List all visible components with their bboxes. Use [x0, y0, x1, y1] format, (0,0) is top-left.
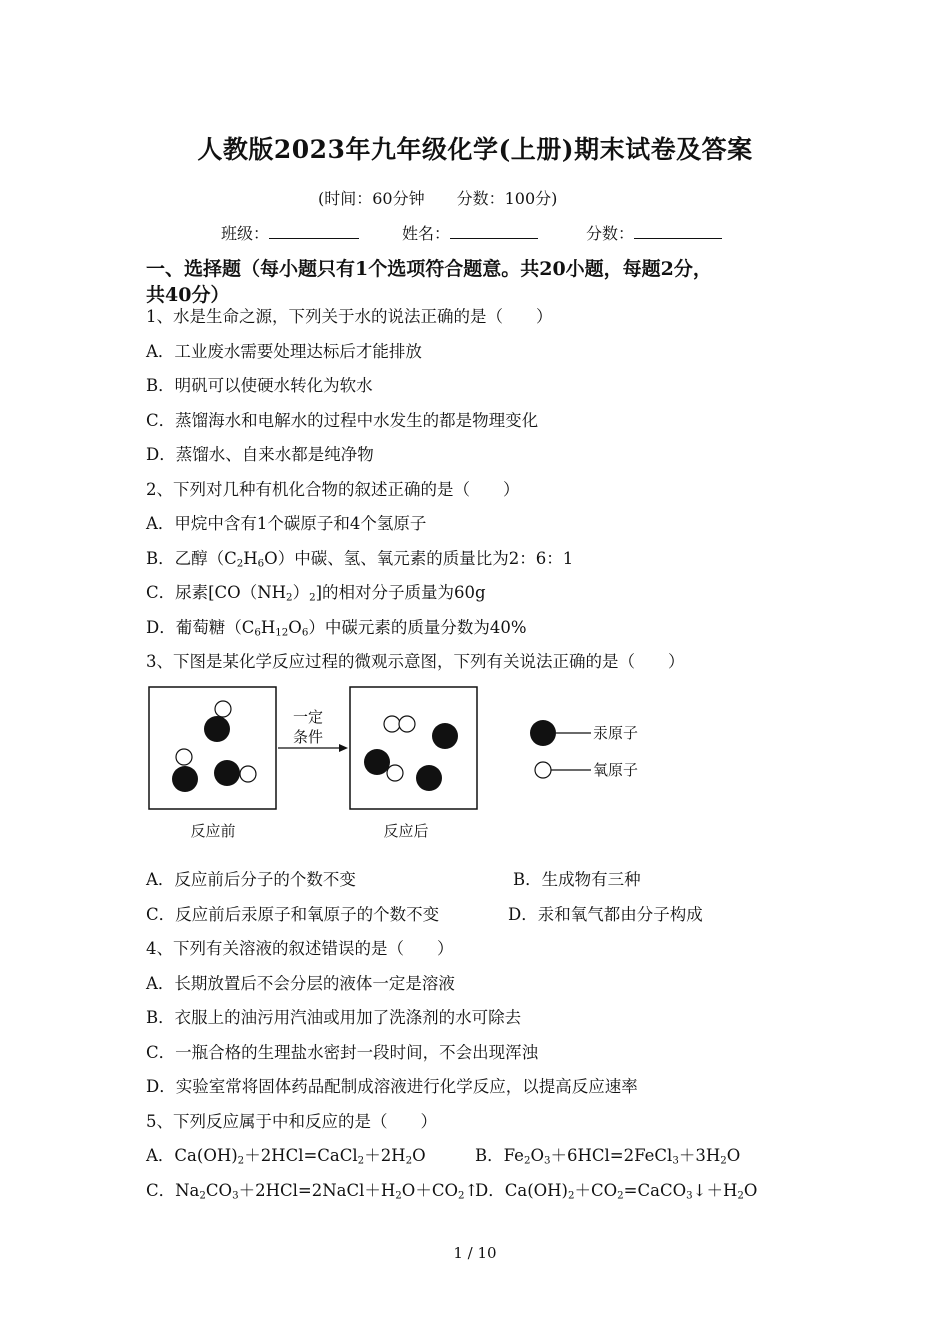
q2-option-d: D．葡萄糖$(C_6H_{12}O_6)$中碳元素的质量分数为40%: [146, 618, 527, 639]
before-box: [149, 687, 276, 809]
mercury-atom: [416, 765, 442, 791]
arrow-head: [339, 744, 348, 752]
oxygen-atom: [215, 701, 231, 717]
q4-option-c: C．一瓶合格的生理盐水密封一段时间，不会出现浑浊: [146, 1043, 539, 1062]
q3-option-c: C．反应前后汞原子和氧原子的个数不变: [146, 905, 440, 924]
exam-info: (时间：60分钟 分数：100分): [318, 189, 558, 208]
oxygen-atom: [387, 765, 403, 781]
score-blank: [634, 224, 722, 239]
page-number: 1 / 10: [453, 1244, 497, 1262]
q5-option-b: B．$Fe_2O_3+6HCl=2FeCl_3+3H_2O$: [475, 1146, 741, 1167]
section-title-line2: 共40分）: [146, 284, 230, 306]
q1-option-a: A．工业废水需要处理达标后才能排放: [146, 342, 422, 361]
score-field: [586, 221, 722, 244]
class-blank: [269, 224, 359, 239]
q5-stem: 5、下列反应属于中和反应的是（ ）: [146, 1112, 437, 1131]
mercury-atom: [364, 749, 390, 775]
name-field: [402, 221, 538, 244]
q3-option-b: B．生成物有三种: [513, 870, 641, 889]
page-title: 人教版2023年九年级化学(上册)期末试卷及答案: [197, 135, 753, 164]
after-box: [350, 687, 477, 809]
mercury-atom: [204, 716, 230, 742]
mercury-atom: [172, 766, 198, 792]
arrow-label-2: 条件: [292, 728, 324, 746]
label-after: 反应后: [383, 822, 429, 840]
q2-option-b: B．乙醇$(C_2H_6O)$中碳、氢、氧元素的质量比为2：6：1: [146, 549, 574, 570]
score-label: 分数：: [586, 224, 635, 243]
q5-option-c: C．$Na_2CO_3+2HCl=2NaCl+H_2O+CO_2↑$: [146, 1181, 479, 1202]
arrow-label-1: 一定: [292, 708, 324, 726]
legend-oxygen-symbol: [535, 762, 551, 778]
section-title-line1: 一、选择题（每小题只有1个选项符合题意。共20小题，每题2分，: [146, 258, 712, 280]
class-field: [221, 221, 359, 244]
q4-stem: 4、下列有关溶液的叙述错误的是（ ）: [146, 939, 454, 958]
mercury-atom: [214, 760, 240, 786]
q1-option-b: B．明矾可以使硬水转化为软水: [146, 376, 373, 395]
q3-option-a: A．反应前后分子的个数不变: [146, 870, 356, 889]
legend-oxygen-label: 氧原子: [593, 761, 639, 779]
q5-option-d: D．$Ca(OH)_2+CO_2=CaCO_3↓+H_2O$: [475, 1181, 758, 1202]
oxygen-atom: [384, 716, 400, 732]
name-blank: [450, 224, 538, 239]
legend-mercury-symbol: [530, 720, 556, 746]
oxygen-atom: [399, 716, 415, 732]
q1-stem: 1、水是生命之源，下列关于水的说法正确的是（ ）: [146, 307, 553, 326]
q2-option-a: A．甲烷中含有1个碳原子和4个氢原子: [146, 514, 427, 533]
q3-option-d: D．汞和氧气都由分子构成: [508, 905, 703, 924]
q5-option-a: A．$Ca(OH)_2+2HCl=CaCl_2+2H_2O$: [146, 1146, 426, 1167]
q1-option-c: C．蒸馏海水和电解水的过程中水发生的都是物理变化: [146, 411, 539, 430]
oxygen-atom: [240, 766, 256, 782]
mercury-atom: [432, 723, 458, 749]
q4-option-b: B．衣服上的油污用汽油或用加了洗涤剂的水可除去: [146, 1008, 522, 1027]
legend-mercury-label: 汞原子: [593, 724, 639, 742]
q4-option-a: A．长期放置后不会分层的液体一定是溶液: [146, 974, 455, 993]
q4-option-d: D．实验室常将固体药品配制成溶液进行化学反应，以提高反应速率: [146, 1077, 638, 1096]
q1-option-d: D．蒸馏水、自来水都是纯净物: [146, 445, 374, 464]
reaction-diagram: [146, 684, 666, 844]
label-before: 反应前: [190, 822, 236, 840]
q3-stem: 3、下图是某化学反应过程的微观示意图，下列有关说法正确的是（ ）: [146, 652, 685, 671]
class-label: 班级：: [221, 224, 270, 243]
q2-option-c: C．尿素$[CO(NH_2)_2]$的相对分子质量为60g: [146, 583, 486, 604]
name-label: 姓名：: [402, 224, 451, 243]
oxygen-atom: [176, 749, 192, 765]
q2-stem: 2、下列对几种有机化合物的叙述正确的是（ ）: [146, 480, 520, 499]
